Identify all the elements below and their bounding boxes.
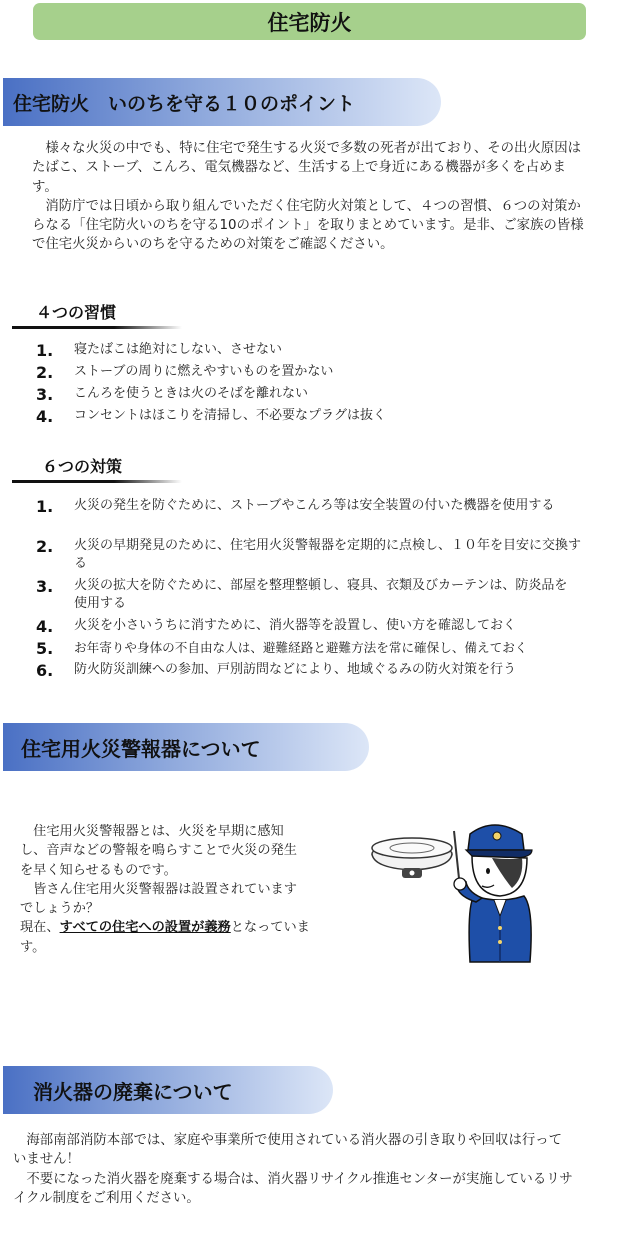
list-number: 1. <box>36 341 54 360</box>
list-text: 寝たばこは絶対にしない、させない <box>74 342 283 357</box>
list-text: 火災の拡大を防ぐために、部屋を整理整頓し、寝具、衣類及びカーテンは、防炎品を使用する <box>74 578 568 611</box>
list-text: お年寄りや身体の不自由な人は、避難経路と避難方法を常に確保し、備えておく <box>74 640 528 655</box>
measures-underline <box>12 480 182 483</box>
list-number: 4. <box>36 407 54 426</box>
mandatory-emphasis: すべての住宅への設置が義務 <box>59 920 231 936</box>
list-text: 防火防災訓練への参加、戸別訪問などにより、地域ぐるみの防火対策を行う <box>74 662 517 677</box>
intro-paragraph: 様々な火災の中でも、特に住宅で発生する火災で多数の死者が出ており、その出火原因はたばこ、ストーブ、こんろ、電気機器など、生活する上で身近にある機器が多くを占めます。 <box>32 141 582 195</box>
habits-underline <box>12 326 182 329</box>
smoke-alarm-icon <box>372 838 452 878</box>
extinguisher-paragraph: 海部南部消防本部では、家庭や事業所で使用されている消火器の引き取りや回収は行っていません！ <box>13 1133 563 1168</box>
habits-list <box>32 341 592 429</box>
list-number: 2. <box>36 363 54 382</box>
page-title: 住宅防火 <box>33 3 586 40</box>
list-number: 3. <box>36 577 54 596</box>
intro-paragraph: 消防庁では日頃から取り組んでいただく住宅防火対策として、４つの習慣、６つの対策からなる「住宅防火いのちを守る10のポイント」を取りまとめています。是非、ご家族の皆様で住宅火災からいのちを守るための対策をご確認ください。 <box>32 198 584 253</box>
extinguisher-text <box>13 1131 575 1208</box>
mandatory-prefix: 現在、 <box>20 920 60 936</box>
fire-officer-figure <box>454 825 532 962</box>
list-text: ストーブの周りに燃えやすいものを置かない <box>74 364 334 379</box>
list-number: 3. <box>36 385 54 404</box>
list-number: 2. <box>36 537 54 556</box>
list-text: こんろを使うときは火のそばを離れない <box>74 386 309 401</box>
habits-heading: ４つの習慣 <box>36 303 117 322</box>
section-header-label: 消火器の廃棄について <box>33 1079 233 1104</box>
measures-list <box>32 497 602 683</box>
smoke-alarm-paragraph: 皆さん住宅用火災警報器は設置されていますでしょうか？ <box>20 881 297 917</box>
mandatory-suffix: となっています。 <box>20 920 310 955</box>
list-item <box>32 385 592 407</box>
smoke-alarm-text <box>20 822 310 957</box>
list-item <box>32 341 592 363</box>
list-text: 火災の発生を防ぐために、ストーブやこんろ等は安全装置の付いた機器を使用する <box>74 498 555 513</box>
smoke-alarm-paragraph: 住宅用火災警報器とは、火災を早期に感知し、音声などの警報を鳴らすことで火災の発生を早く知らせるものです。 <box>20 824 297 878</box>
measures-heading: ６つの対策 <box>42 457 123 476</box>
list-text: コンセントはほこりを清掃し、不必要なプラグは抜く <box>74 408 387 423</box>
section-header-extinguisher-disposal <box>3 1066 333 1114</box>
list-item <box>32 537 602 577</box>
list-text: 火災の早期発見のために、住宅用火災警報器を定期的に点検し、１０年を目安に交換する <box>74 538 582 571</box>
firefighter-smoke-alarm-illustration <box>362 816 542 966</box>
list-item <box>32 407 592 429</box>
section-header-label: 住宅用火災警報器について <box>21 736 261 761</box>
list-item <box>32 661 602 683</box>
list-number: 4. <box>36 617 54 636</box>
list-number: 6. <box>36 661 54 680</box>
list-text: 火災を小さいうちに消すために、消火器等を設置し、使い方を確認しておく <box>74 618 517 633</box>
list-item <box>32 577 602 617</box>
list-item <box>32 497 602 537</box>
section-header-label: 住宅防火 いのちを守る１０のポイント <box>13 92 356 115</box>
section-header-smoke-alarm <box>3 723 369 771</box>
list-item <box>32 617 602 639</box>
list-number: 5. <box>36 639 54 658</box>
list-item <box>32 639 602 661</box>
section-header-10-points <box>3 78 441 126</box>
extinguisher-paragraph: 不要になった消火器を廃棄する場合は、消火器リサイクル推進センターが実施しているリサイクル制度をご利用ください。 <box>13 1171 573 1206</box>
intro-text <box>32 139 588 255</box>
list-number: 1. <box>36 497 54 516</box>
smoke-alarm-paragraph <box>20 918 310 957</box>
list-item <box>32 363 592 385</box>
